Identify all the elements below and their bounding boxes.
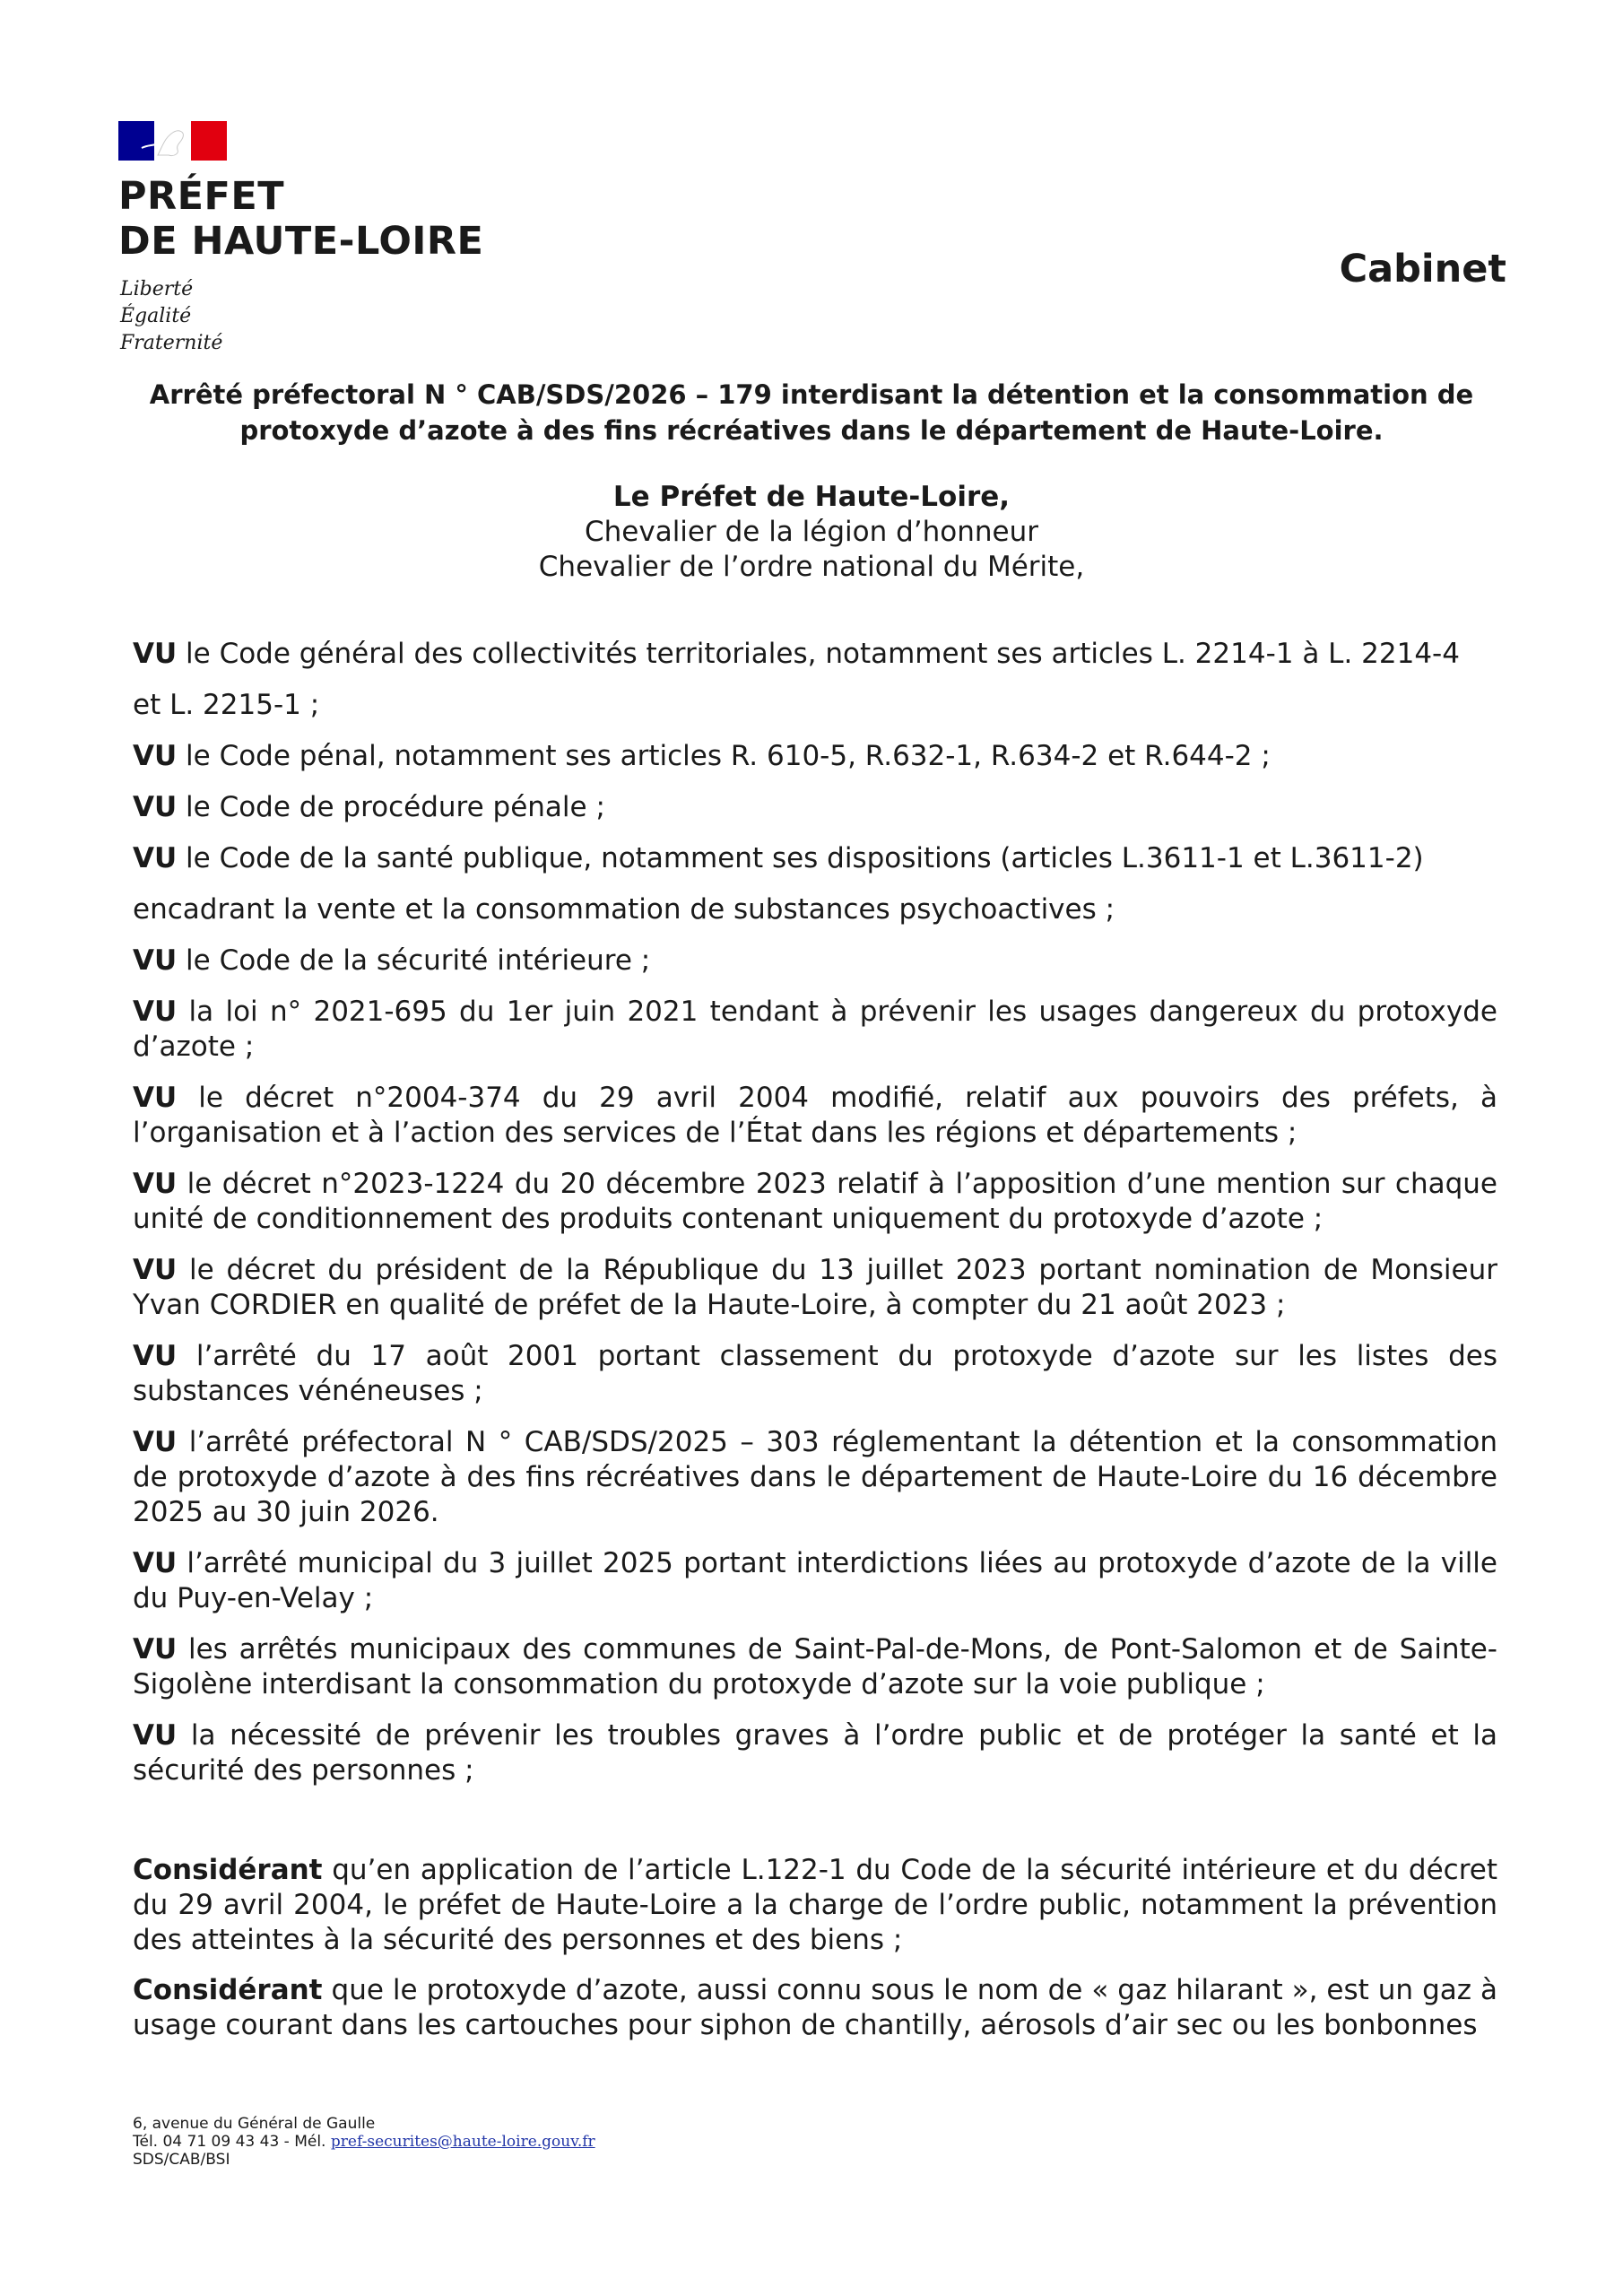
motto-fraternite: Fraternité xyxy=(120,332,223,354)
visa-keyword: VU xyxy=(133,1082,178,1114)
visa-item xyxy=(133,739,1497,774)
authority-distinction-1: Chevalier de la légion d’honneur xyxy=(584,516,1039,548)
motto-egalite: Égalité xyxy=(120,305,192,327)
visa-text: le Code général des collectivités territoriales, notamment ses articles L. 2214-1 à L. 2214-4 xyxy=(186,638,1460,670)
visa-text: l’arrêté municipal du 3 juillet 2025 portant interdictions liées au protoxyde d’azote de la ville du Puy-en-Velay ; xyxy=(133,1547,1497,1614)
considerant-keyword: Considérant xyxy=(133,1854,323,1886)
visa-keyword: VU xyxy=(133,1168,178,1200)
footer-reference: SDS/CAB/BSI xyxy=(133,2151,230,2169)
visa-keyword: VU xyxy=(133,1426,178,1458)
visa-item xyxy=(133,790,1497,825)
visa-item xyxy=(133,1718,1497,1788)
visa-item xyxy=(133,944,1497,978)
visa-item xyxy=(133,1425,1497,1530)
visa-keyword: VU xyxy=(133,996,178,1028)
visa-text: l’arrêté du 17 août 2001 portant classement du protoxyde d’azote sur les listes des substances vénéneuses ; xyxy=(133,1340,1498,1407)
visa-keyword: VU xyxy=(133,944,178,977)
visa-keyword: VU xyxy=(133,1254,178,1286)
visa-text: le décret du président de la République du 13 juillet 2023 portant nomination de Monsieur Yvan CORDIER en qualité de préfet de la Haute-Loire, à compter du 21 août 2023 ; xyxy=(133,1254,1497,1321)
visa-text: le décret n°2004-374 du 29 avril 2004 modifié, relatif aux pouvoirs des préfets, à l’organisation et à l’action des services de l’État dans les régions et départements ; xyxy=(133,1082,1497,1149)
visa-text: l’arrêté préfectoral N ° CAB/SDS/2025 – 303 réglementant la détention et la consommation de protoxyde d’azote à des fins récréatives dans le département de Haute-Loire du 16 décembre 2025 au 30 juin 2026. xyxy=(133,1426,1497,1528)
visa-item-continuation xyxy=(133,892,1497,927)
service-name: Cabinet xyxy=(1339,247,1506,291)
visa-keyword: VU xyxy=(133,1633,178,1665)
visa-keyword: VU xyxy=(133,791,178,823)
considerant-keyword: Considérant xyxy=(133,1974,323,2006)
authority-name: Le Préfet de Haute-Loire, xyxy=(612,481,1011,513)
footer-contact xyxy=(133,2133,595,2151)
logo-title-line1: PRÉFET xyxy=(118,174,285,219)
decree-title-line2: protoxyde d’azote à des fins récréatives dans le département de Haute-Loire. xyxy=(239,415,1384,446)
visa-item-continuation xyxy=(133,688,1497,723)
visa-text: le Code de la santé publique, notamment ses dispositions (articles L.3611-1 et L.3611-2) xyxy=(186,842,1424,874)
visa-text: et L. 2215-1 ; xyxy=(133,689,320,721)
considerant-text: qu’en application de l’article L.122-1 du Code de la sécurité intérieure et du décret du 29 avril 2004, le préfet de Haute-Loire a la charge de l’ordre public, notamment la prévention des atteintes à la sécurité des personnes et des biens ; xyxy=(133,1854,1497,1956)
authority-distinction-2: Chevalier de l’ordre national du Mérite, xyxy=(538,551,1085,583)
visa-item xyxy=(133,1081,1497,1151)
considerant-item xyxy=(133,1973,1497,2043)
visa-text: le Code de la sécurité intérieure ; xyxy=(186,944,651,977)
motto-liberte: Liberté xyxy=(120,278,194,300)
marianne-flag-icon xyxy=(118,121,227,161)
visa-text: encadrant la vente et la consommation de substances psychoactives ; xyxy=(133,893,1115,926)
visa-keyword: VU xyxy=(133,1547,178,1579)
decree-title xyxy=(135,377,1488,448)
visa-text: le Code de procédure pénale ; xyxy=(186,791,605,823)
page-footer xyxy=(133,2115,595,2169)
visa-item xyxy=(133,1167,1497,1237)
visa-keyword: VU xyxy=(133,638,178,670)
logo-title-line2: DE HAUTE-LOIRE xyxy=(118,219,484,264)
visa-item xyxy=(133,841,1497,876)
visa-item xyxy=(133,1632,1497,1702)
visa-text: les arrêtés municipaux des communes de Saint-Pal-de-Mons, de Pont-Salomon et de Sainte-Sigolène interdisant la consommation du protoxyde d’azote sur la voie publique ; xyxy=(133,1633,1497,1700)
footer-email-link[interactable]: pref-securites@haute-loire.gouv.fr xyxy=(330,2133,595,2151)
visa-item xyxy=(133,637,1497,672)
considerant-item xyxy=(133,1853,1497,1958)
visa-item xyxy=(133,995,1497,1065)
visa-keyword: VU xyxy=(133,740,178,772)
visa-item xyxy=(133,1253,1497,1323)
considerant-text: que le protoxyde d’azote, aussi connu sous le nom de « gaz hilarant », est un gaz à usage courant dans les cartouches pour siphon de chantilly, aérosols d’air sec ou les bonbonnes xyxy=(133,1974,1498,2041)
visa-text: la loi n° 2021-695 du 1er juin 2021 tendant à prévenir les usages dangereux du protoxyde d’azote ; xyxy=(133,996,1497,1063)
visa-item xyxy=(133,1339,1497,1409)
republic-motto xyxy=(120,276,222,357)
visa-item xyxy=(133,1546,1497,1616)
visa-text: le décret n°2023-1224 du 20 décembre 2023 relatif à l’apposition d’une mention sur chaque unité de conditionnement des produits contenant uniquement du protoxyde d’azote ; xyxy=(133,1168,1497,1235)
footer-phone: Tél. 04 71 09 43 43 - Mél. xyxy=(133,2133,326,2151)
logo-title xyxy=(118,174,483,264)
visa-text: le Code pénal, notamment ses articles R. 610-5, R.632-1, R.634-2 et R.644-2 ; xyxy=(186,740,1271,772)
visa-keyword: VU xyxy=(133,1340,178,1372)
visa-keyword: VU xyxy=(133,1719,178,1752)
visa-text: la nécessité de prévenir les troubles graves à l’ordre public et de protéger la santé et la sécurité des personnes ; xyxy=(133,1719,1498,1787)
prefecture-logo xyxy=(118,117,484,361)
footer-address: 6, avenue du Général de Gaulle xyxy=(133,2115,376,2133)
visa-keyword: VU xyxy=(133,842,178,874)
decree-title-line1: Arrêté préfectoral N ° CAB/SDS/2026 – 179 interdisant la détention et la consommation de xyxy=(149,379,1474,410)
issuing-authority xyxy=(0,480,1623,585)
